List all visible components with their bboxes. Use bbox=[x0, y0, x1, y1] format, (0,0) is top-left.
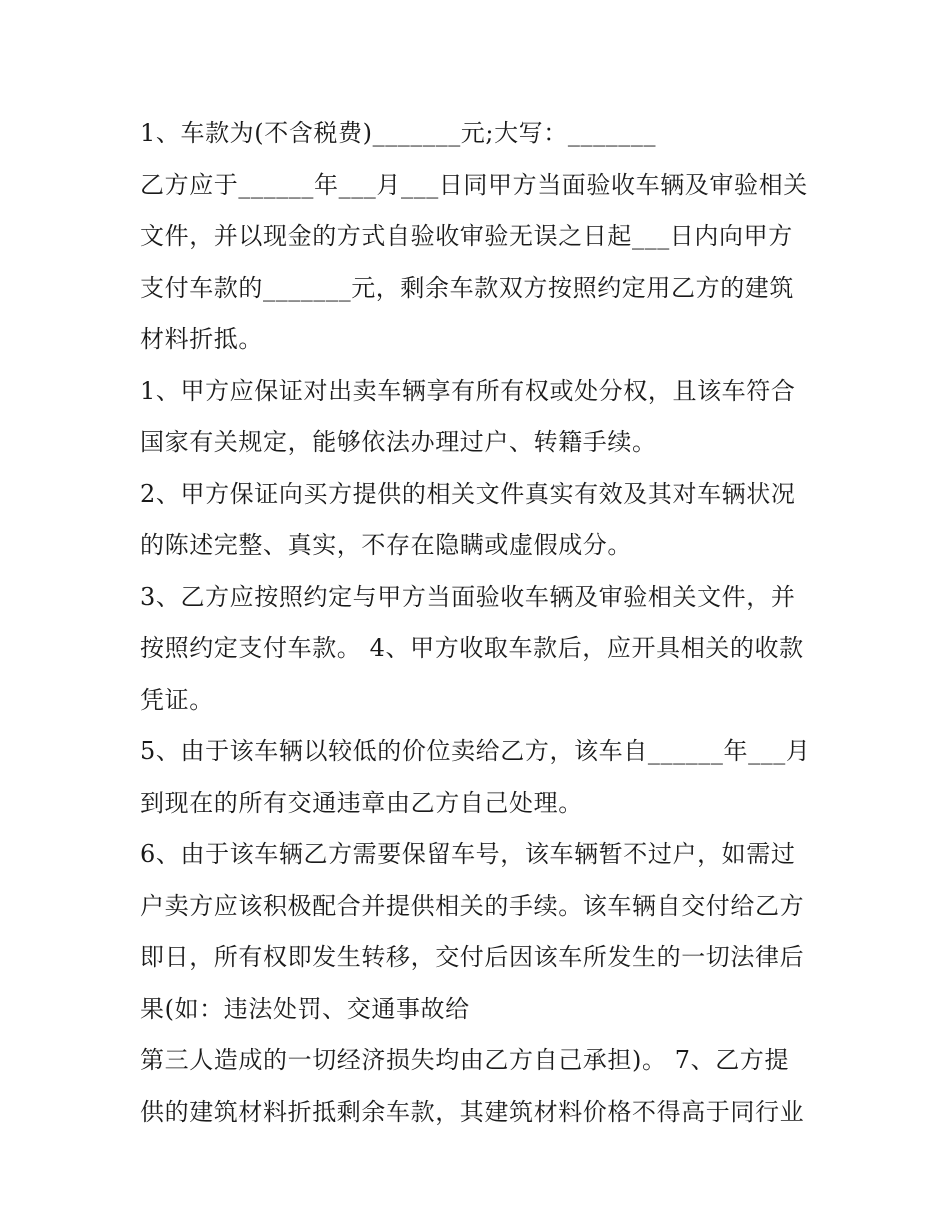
text-line-3: 文件，并以现金的方式自验收审验无误之日起___日内向甲方 bbox=[140, 222, 793, 250]
text-line-4: 支付车款的_______元，剩余车款双方按照约定用乙方的建筑 bbox=[140, 273, 794, 302]
text-line-15: 6、由于该车辆乙方需要保留车号，该车辆暂不过户，如需过 bbox=[140, 840, 796, 868]
text-line-5: 材料折抵。 bbox=[140, 325, 263, 353]
text-line-2: 乙方应于______年___月___日同甲方当面验收车辆及审验相关 bbox=[140, 170, 808, 199]
text-line-16: 户卖方应该积极配合并提供相关的手续。该车辆自交付给乙方 bbox=[140, 891, 805, 920]
text-line-19: 第三人造成的一切经济损失均由乙方自己承担)。 7、乙方提 bbox=[140, 1046, 790, 1074]
text-line-9: 的陈述完整、真实，不存在隐瞒或虚假成分。 bbox=[140, 531, 632, 559]
text-line-14: 到现在的所有交通违章由乙方自己处理。 bbox=[140, 788, 583, 817]
text-line-12: 凭证。 bbox=[140, 685, 214, 714]
text-line-10: 3、乙方应按照约定与甲方当面验收车辆及审验相关文件，并 bbox=[140, 582, 796, 611]
text-line-13: 5、由于该车辆以较低的价位卖给乙方，该车自______年___月 bbox=[140, 737, 811, 765]
document-body bbox=[140, 108, 820, 1138]
text-line-1: 1、车款为(不含税费)_______元;大写：_______ bbox=[140, 119, 657, 147]
text-line-11: 按照约定支付车款。 4、甲方收取车款后，应开具相关的收款 bbox=[140, 634, 804, 662]
text-line-17: 即日，所有权即发生转移，交付后因该车所发生的一切法律后 bbox=[140, 943, 805, 971]
text-line-20: 供的建筑材料折抵剩余车款，其建筑材料价格不得高于同行业 bbox=[140, 1097, 805, 1126]
text-line-8: 2、甲方保证向买方提供的相关文件真实有效及其对车辆状况 bbox=[140, 479, 796, 508]
text-line-18: 果(如：违法处罚、交通事故给 bbox=[140, 994, 470, 1023]
text-line-6: 1、甲方应保证对出卖车辆享有所有权或处分权，且该车符合 bbox=[140, 376, 796, 405]
text-line-7: 国家有关规定，能够依法办理过户、转籍手续。 bbox=[140, 428, 657, 456]
